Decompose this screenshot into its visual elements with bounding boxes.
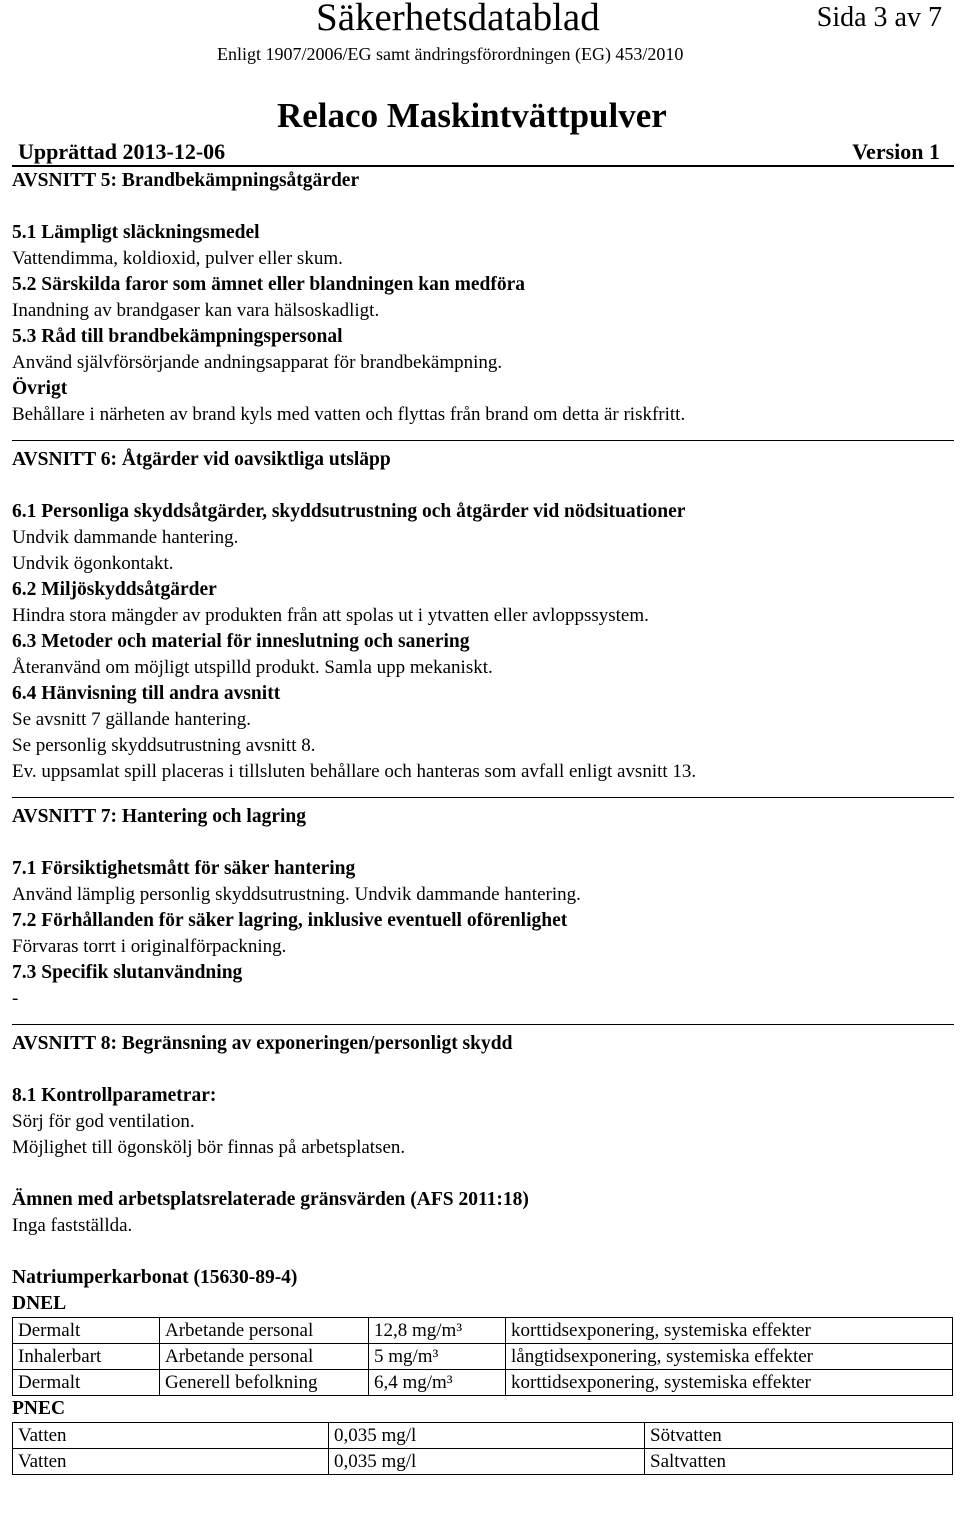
table-cell: 6,4 mg/m³ bbox=[369, 1370, 506, 1396]
page-number: Sida 3 av 7 bbox=[816, 2, 942, 33]
section-5-title: AVSNITT 5: Brandbekämpningsåtgärder bbox=[12, 170, 360, 191]
subsection-6-4-text-c: Ev. uppsamlat spill placeras i tillsluten behållare och hanteras som avfall enligt avsnitt 13. bbox=[12, 761, 697, 782]
table-cell: Dermalt bbox=[13, 1318, 160, 1344]
product-name: Relaco Maskintvättpulver bbox=[277, 96, 667, 135]
subsection-5-2-text: Inandning av brandgaser kan vara hälsoskadligt. bbox=[12, 300, 380, 321]
table-row bbox=[13, 1423, 953, 1449]
subsection-6-3-title: 6.3 Metoder och material för inneslutning och sanering bbox=[12, 631, 470, 652]
table-row bbox=[13, 1318, 953, 1344]
pnec-label: PNEC bbox=[12, 1398, 66, 1419]
table-cell: Vatten bbox=[13, 1449, 329, 1475]
subsection-7-3-text: - bbox=[12, 988, 19, 1009]
subsection-5-1-title: 5.1 Lämpligt släckningsmedel bbox=[12, 222, 260, 243]
limit-values-title: Ämnen med arbetsplatsrelaterade gränsvärden (AFS 2011:18) bbox=[12, 1189, 529, 1210]
subsection-6-4-text-b: Se personlig skyddsutrustning avsnitt 8. bbox=[12, 735, 316, 756]
table-cell: 12,8 mg/m³ bbox=[369, 1318, 506, 1344]
document-title: Säkerhetsdatablad bbox=[316, 0, 600, 39]
subsection-7-1-text: Använd lämplig personlig skyddsutrustning. Undvik dammande hantering. bbox=[12, 884, 581, 905]
version-label: Version 1 bbox=[852, 139, 940, 164]
section-7-title: AVSNITT 7: Hantering och lagring bbox=[12, 806, 306, 827]
section-6-divider bbox=[12, 440, 954, 473]
table-cell: Generell befolkning bbox=[160, 1370, 369, 1396]
table-cell: Saltvatten bbox=[645, 1449, 953, 1475]
subsection-6-4-text-a: Se avsnitt 7 gällande hantering. bbox=[12, 709, 252, 730]
subsection-other-title: Övrigt bbox=[12, 378, 68, 399]
subsection-6-2-title: 6.2 Miljöskyddsåtgärder bbox=[12, 579, 217, 600]
subsection-7-2-title: 7.2 Förhållanden för säker lagring, inklusive eventuell oförenlighet bbox=[12, 910, 568, 931]
subsection-6-3-text: Återanvänd om möjligt utspilld produkt. Samla upp mekaniskt. bbox=[12, 657, 493, 678]
subsection-8-1-text-a: Sörj för god ventilation. bbox=[12, 1111, 195, 1132]
substance-name: Natriumperkarbonat (15630-89-4) bbox=[12, 1267, 298, 1288]
table-row bbox=[13, 1449, 953, 1475]
section-8-title: AVSNITT 8: Begränsning av exponeringen/personligt skydd bbox=[12, 1033, 513, 1054]
limit-values-text: Inga fastställda. bbox=[12, 1215, 133, 1236]
subsection-8-1-text-b: Möjlighet till ögonskölj bör finnas på arbetsplatsen. bbox=[12, 1137, 406, 1158]
subsection-7-1-title: 7.1 Försiktighetsmått för säker hantering bbox=[12, 858, 356, 879]
table-cell: 0,035 mg/l bbox=[329, 1423, 645, 1449]
table-cell: Sötvatten bbox=[645, 1423, 953, 1449]
section-8-divider bbox=[12, 1024, 954, 1057]
table-row bbox=[13, 1370, 953, 1396]
table-cell: Dermalt bbox=[13, 1370, 160, 1396]
subsection-6-4-title: 6.4 Hänvisning till andra avsnitt bbox=[12, 683, 281, 704]
subsection-5-1-text: Vattendimma, koldioxid, pulver eller skum. bbox=[12, 248, 343, 269]
regulation-line: Enligt 1907/2006/EG samt ändringsförordningen (EG) 453/2010 bbox=[217, 44, 684, 64]
subsection-6-1-text-a: Undvik dammande hantering. bbox=[12, 527, 239, 548]
dnel-label: DNEL bbox=[12, 1293, 67, 1314]
issue-date: Upprättad 2013-12-06 bbox=[18, 139, 226, 164]
subsection-8-1-title: 8.1 Kontrollparametrar: bbox=[12, 1085, 217, 1106]
section-6-title: AVSNITT 6: Åtgärder vid oavsiktliga utsläpp bbox=[12, 449, 391, 470]
subsection-5-3-text: Använd självförsörjande andningsapparat för brandbekämpning. bbox=[12, 352, 503, 373]
pnec-table bbox=[12, 1422, 953, 1475]
section-7-divider bbox=[12, 797, 954, 830]
table-cell: 5 mg/m³ bbox=[369, 1344, 506, 1370]
document-body bbox=[12, 168, 954, 1475]
subsection-6-2-text: Hindra stora mängder av produkten från att spolas ut i ytvatten eller avloppssystem. bbox=[12, 605, 649, 626]
meta-row bbox=[12, 138, 954, 167]
dnel-table bbox=[12, 1317, 953, 1396]
table-row bbox=[13, 1344, 953, 1370]
table-cell: långtidsexponering, systemiska effekter bbox=[506, 1344, 953, 1370]
subsection-5-2-title: 5.2 Särskilda faror som ämnet eller blandningen kan medföra bbox=[12, 274, 525, 295]
table-cell: Arbetande personal bbox=[160, 1318, 369, 1344]
subsection-other-text: Behållare i närheten av brand kyls med vatten och flyttas från brand om detta är riskfritt. bbox=[12, 404, 686, 425]
subsection-6-1-title: 6.1 Personliga skyddsåtgärder, skyddsutrustning och åtgärder vid nödsituationer bbox=[12, 501, 686, 522]
table-cell: korttidsexponering, systemiska effekter bbox=[506, 1318, 953, 1344]
table-cell: Arbetande personal bbox=[160, 1344, 369, 1370]
table-cell: Vatten bbox=[13, 1423, 329, 1449]
table-cell: korttidsexponering, systemiska effekter bbox=[506, 1370, 953, 1396]
table-cell: 0,035 mg/l bbox=[329, 1449, 645, 1475]
subsection-5-3-title: 5.3 Råd till brandbekämpningspersonal bbox=[12, 326, 343, 347]
subsection-6-1-text-b: Undvik ögonkontakt. bbox=[12, 553, 174, 574]
table-cell: Inhalerbart bbox=[13, 1344, 160, 1370]
subsection-7-3-title: 7.3 Specifik slutanvändning bbox=[12, 962, 243, 983]
subsection-7-2-text: Förvaras torrt i originalförpackning. bbox=[12, 936, 287, 957]
